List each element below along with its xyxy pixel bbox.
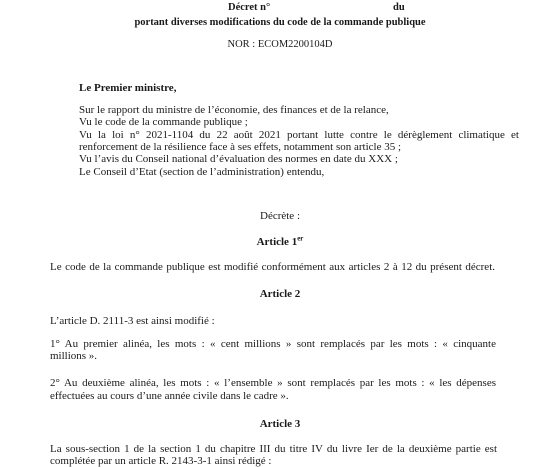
article-2-intro: L’article D. 2111-3 est ainsi modifié :: [50, 315, 215, 327]
decrete-heading: Décrète :: [260, 210, 300, 222]
preamble-line: renforcement de la résilience face à ses effets, notamment son article 35 ;: [79, 141, 402, 153]
preamble-line: Sur le rapport du ministre de l’économie, des finances et de la relance,: [79, 104, 389, 116]
article-2-item-1-cont: millions ».: [50, 350, 98, 362]
preamble-line: Vu l’avis du Conseil national d’évaluation des normes en date du XXX ;: [79, 153, 398, 165]
preamble-line: Le Conseil d’Etat (section de l’administration) entendu,: [79, 166, 325, 178]
article-1-text: Le code de la commande publique est modifié conformément aux articles 2 à 12 du présent décret.: [50, 261, 495, 273]
decree-subtitle: portant diverses modifications du code de la commande publique: [134, 17, 426, 28]
preamble-line: Vu le code de la commande publique ;: [79, 116, 248, 128]
article-2-item-1: 1° Au premier alinéa, les mots : « cent millions » sont remplacés par les mots : « cinquante: [50, 338, 496, 350]
article-2-item-2: 2° Au deuxième alinéa, les mots : « l’ensemble » sont remplacés par les mots : « les dépenses: [50, 377, 496, 389]
preamble-line: Vu la loi n° 2021-1104 du 22 août 2021 portant lutte contre le dérèglement climatique et: [79, 129, 519, 141]
article-3-text: La sous-section 1 de la section 1 du chapitre III du titre IV du livre Ier de la deuxième partie est: [50, 443, 497, 455]
article-1-title: Article 1er: [256, 234, 304, 248]
decree-label: Décret n°: [228, 2, 271, 13]
nor-reference: NOR : ECOM2200104D: [227, 39, 333, 50]
article-3-title: Article 3: [259, 418, 301, 430]
article-2-title: Article 2: [259, 288, 301, 300]
article-2-item-2-cont: effectuées au cours d’une année civile dans le cadre ».: [50, 390, 289, 402]
decree-date-label: du: [393, 2, 405, 13]
premier-ministre: Le Premier ministre,: [79, 82, 177, 94]
article-3-text-cont: complétée par un article R. 2143-3-1 ainsi rédigé :: [50, 455, 272, 467]
